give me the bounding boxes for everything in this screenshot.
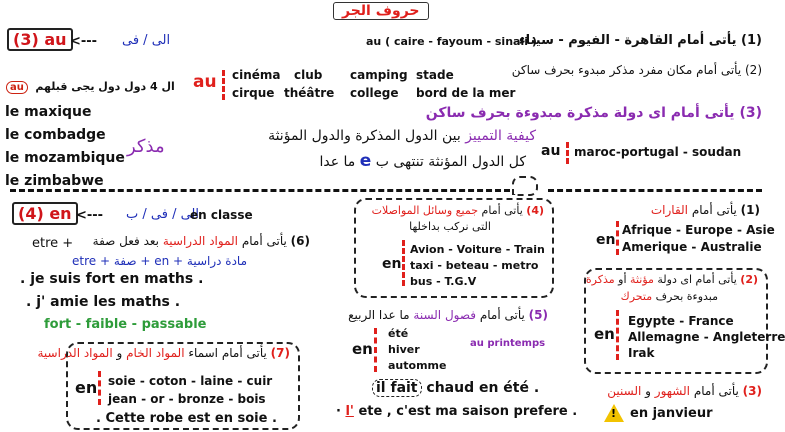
nouns-row [232, 68, 454, 82]
transport-row: taxi - beteau - metro [410, 259, 539, 272]
season-example-1 [372, 380, 539, 396]
noun: cirque [232, 86, 275, 100]
rule-text: يأتى أمام اى دولة [657, 273, 737, 286]
noun: club [294, 68, 323, 82]
country-row: Allemagne - Angleterre [628, 330, 785, 344]
countries-en: en [594, 325, 615, 343]
rule-and: و [116, 346, 123, 360]
seasons-list [388, 326, 446, 374]
section-divider [10, 189, 510, 192]
au-rule-3: (3) يأتى أمام اى دولة مذكرة مبدوءة بحرف ساكن [425, 105, 762, 121]
country-row: Irak [628, 346, 655, 360]
article-l: l' [345, 404, 354, 419]
how-to-rest: بين الدول المذكرة والدول المؤنثة [268, 128, 461, 144]
season-item: hiver [388, 343, 420, 356]
season-example-2: · l' ete , c'est ma saison prefere . [336, 404, 578, 419]
how-to-keyword: كيفية التمييز [465, 128, 536, 144]
nouns-row [232, 86, 515, 100]
rule-keyword: جميع وسائل المواصلات [371, 204, 479, 217]
en-rule-4-sub: التى نركب بداخلها [409, 220, 491, 233]
red-divider [98, 371, 101, 405]
feminine-rule [226, 151, 526, 171]
au-printemps: au printemps [470, 338, 546, 349]
feminine-rule-except: ما عدا [319, 154, 356, 170]
rule-number: (1) [740, 203, 760, 217]
materials-en: en [75, 378, 98, 397]
red-divider [616, 221, 619, 255]
transport-list [410, 242, 545, 290]
transport-row: Avion - Voiture - Train [410, 243, 545, 256]
season-example-rest: ete , c'est ma saison prefere . [358, 404, 578, 419]
arrow: <--- [70, 34, 98, 49]
transport-row: bus - T.G.V [410, 275, 477, 288]
season-item: été [388, 327, 409, 340]
etre-formula-2: etre + صفة + en + مادة دراسية [72, 254, 248, 268]
au-pill: au [6, 81, 28, 94]
page-title: حروف الجر [333, 2, 429, 20]
rule-and: و [645, 384, 651, 398]
materials-list [108, 372, 272, 408]
warning-icon: ! [604, 404, 624, 426]
il-fait-highlight: il fait [372, 379, 422, 397]
exception-item: le zimbabwe [5, 173, 104, 189]
au-rule-2: (2) يأتى أمام مكان مفرد مذكر مبدوء بحرف ساكن [511, 63, 762, 77]
en-rule-6 [88, 234, 310, 248]
rule-text: يأتى أمام [693, 384, 739, 398]
rule-keyword: مؤنثة [630, 273, 654, 286]
noun: stade [416, 68, 454, 82]
rule-text: مبدوءة بحرف [655, 290, 718, 303]
au-places: au ( caire - fayoum - sinaii ) [366, 35, 537, 48]
exceptions-list [5, 101, 125, 193]
au-prep-meaning: الى / فى [122, 33, 171, 48]
rule-text: يأتى أمام [479, 308, 525, 322]
red-divider [222, 70, 225, 100]
au-countries-label: au [541, 143, 561, 159]
rule-text: يأتى أمام اسماء [188, 346, 267, 360]
country-row: Egypte - France [628, 314, 734, 328]
noun: college [350, 86, 399, 100]
rule-rest: ما عدا الربيع [348, 308, 410, 322]
adjectives: fort - faible - passable [44, 317, 207, 332]
au-countries: maroc-portugal - soudan [574, 145, 742, 159]
masculine-label: مذكر [127, 136, 165, 157]
rule-number: (2) [740, 273, 758, 286]
example-sentence: . je suis fort en maths . [20, 271, 204, 287]
months-example: en janvieur [630, 406, 713, 421]
rule-keyword: المواد الدراسية [37, 346, 113, 360]
speech-bubble-tail [512, 176, 538, 196]
en-rule-1 [640, 203, 760, 217]
rule-text: يأتى أمام [241, 234, 287, 248]
exceptions-note: ال 4 دول دول يجى قبلهم [35, 80, 175, 93]
en-rule-3 [607, 384, 762, 398]
season-item: automme [388, 359, 447, 372]
au-label: au [193, 72, 217, 92]
material-row: jean - or - bronze - bois [108, 392, 266, 406]
arrow: <--- [76, 208, 104, 223]
rule-number: (6) [290, 234, 310, 248]
rule-text: يأتى أمام [481, 204, 523, 217]
en-rule-2-cont [588, 290, 718, 303]
material-example: . Cette robe est en soie . [96, 411, 277, 426]
noun: bord de la mer [416, 86, 516, 100]
au-section-box: (3) au [7, 28, 73, 51]
rule-keyword: الشهور [654, 384, 691, 398]
etre-formula-1: etre + [32, 236, 74, 251]
continent-row: Afrique - Europe - Asie [622, 223, 775, 237]
rule-keyword: السنين [607, 384, 642, 398]
en-rule-2 [585, 273, 758, 286]
au-rule-1: (1) يأتى أمام القاهرة - الفيوم - سيناء [518, 33, 762, 48]
continents-en: en [596, 232, 616, 248]
seasons-en: en [352, 340, 373, 358]
exception-item: le maxique [5, 104, 92, 120]
rule-number: (4) [526, 204, 544, 217]
en-section-box: (4) en [12, 202, 78, 225]
rule-keyword: المواد الدراسية [162, 234, 239, 248]
rule-number: (7) [270, 346, 290, 360]
red-divider [402, 240, 405, 286]
en-rule-7 [37, 346, 290, 360]
noun: camping [350, 68, 408, 82]
en-rule-4 [360, 204, 544, 217]
red-divider [566, 142, 569, 164]
rule-rest: بعد فعل صفة [92, 234, 160, 248]
material-row: soie - coton - laine - cuir [108, 374, 273, 388]
feminine-rule-text: كل الدول المؤنثة تنتهى ب [375, 154, 526, 170]
en-rule-5 [348, 308, 548, 322]
letter-e: e [359, 151, 372, 171]
countries-list [628, 313, 785, 361]
continents-list [622, 222, 775, 256]
continent-row: Amerique - Australie [622, 240, 762, 254]
transport-en: en [382, 256, 402, 272]
noun: cinéma [232, 68, 281, 82]
rule-number: (5) [528, 308, 548, 322]
distinguish-rule [226, 128, 536, 144]
red-divider [374, 328, 377, 372]
en-prep-meaning: الى / فى / ب [126, 207, 199, 222]
rule-keyword: القارات [650, 203, 689, 217]
en-example: en classe [190, 208, 253, 222]
exception-item: le mozambique [5, 150, 125, 166]
noun: théâtre [284, 86, 335, 100]
rule-number: (3) [742, 384, 762, 398]
example-sentence: . j' amie les maths . [26, 294, 181, 310]
season-example-rest: chaud en été . [426, 380, 540, 396]
rule-or: أو [618, 273, 627, 286]
rule-keyword: فصول السنة [413, 308, 477, 322]
rule-keyword: مذكرة [585, 273, 615, 286]
rule-keyword: المواد الخام [126, 346, 185, 360]
red-divider [616, 310, 619, 360]
rule-keyword: متحرك [620, 290, 653, 303]
exceptions-header [6, 80, 175, 93]
rule-text: يأتى أمام [691, 203, 737, 217]
exception-item: le combadge [5, 127, 106, 143]
section-divider [548, 189, 762, 192]
